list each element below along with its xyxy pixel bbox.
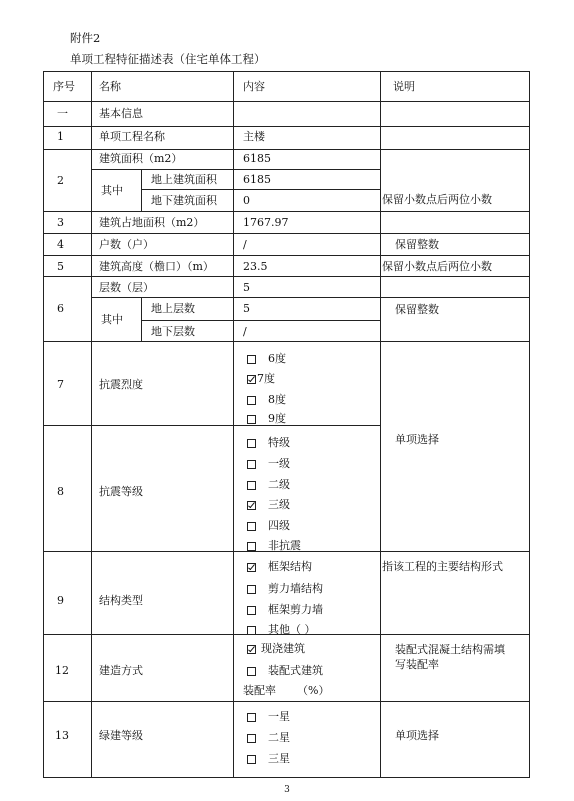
row-4-name: 户数（户） [99, 238, 154, 251]
checkbox-feikangzhen[interactable] [247, 542, 256, 551]
option-label: 装配式建筑 [268, 664, 323, 677]
option-label: 剪力墙结构 [268, 582, 323, 595]
option-label: 框架结构 [268, 560, 312, 573]
row-12-no: 12 [55, 664, 69, 677]
option-label: 二级 [268, 478, 290, 491]
checkbox-8du[interactable] [247, 396, 256, 405]
row-13-no: 13 [55, 729, 69, 742]
row-6-sub1-name: 地上层数 [151, 302, 195, 315]
option-label: 其他（ ） [268, 623, 316, 636]
row-6-sub2-name: 地下层数 [151, 325, 195, 338]
row-4-no: 4 [57, 238, 64, 251]
row-5-name: 建筑高度（檐口）（m） [99, 260, 214, 273]
row-2-sub2-name: 地下建筑面积 [151, 194, 217, 207]
option-label: 特级 [268, 436, 290, 449]
row-12-note-line1: 装配式混凝土结构需填 [395, 643, 505, 656]
checkbox-jianliqiang[interactable] [247, 585, 256, 594]
row-5-no: 5 [57, 260, 64, 273]
checkbox-7du[interactable] [247, 375, 256, 384]
option-label: 8度 [268, 393, 286, 406]
row-6-group: 其中 [101, 313, 123, 326]
option-label: 非抗震 [268, 539, 301, 552]
col-header-name: 名称 [99, 80, 121, 93]
assembly-rate-unit: （%） [297, 684, 330, 697]
row-5-note: 保留小数点后两位小数 [382, 260, 492, 273]
row-6-sub2-value: / [243, 325, 247, 338]
row-12-name: 建造方式 [99, 664, 143, 677]
row-2-sub1-value: 6185 [243, 173, 271, 186]
option-label: 三星 [268, 752, 290, 765]
row-2-no: 2 [57, 174, 64, 187]
row-8-no: 8 [57, 485, 64, 498]
option-label: 一星 [268, 710, 290, 723]
row-6-no: 6 [57, 302, 64, 315]
option-label: 框架剪力墙 [268, 603, 323, 616]
checkbox-sanji[interactable] [247, 501, 256, 510]
row-1-value: 主楼 [243, 130, 265, 143]
checkbox-erji[interactable] [247, 481, 256, 490]
row-9-note: 指该工程的主要结构形式 [382, 560, 503, 573]
checkbox-yiji[interactable] [247, 460, 256, 469]
page-number: 3 [284, 785, 290, 795]
row-2-group: 其中 [101, 184, 123, 197]
option-label: 现浇建筑 [261, 642, 305, 655]
section-number: 一 [57, 107, 68, 120]
row-6-value: 5 [243, 281, 250, 294]
row-5-value: 23.5 [243, 260, 268, 273]
option-label: 9度 [268, 412, 286, 425]
section-title: 基本信息 [99, 107, 143, 120]
col-header-content: 内容 [243, 80, 265, 93]
checkbox-zhuangpeishi[interactable] [247, 667, 256, 676]
row-6-sub1-value: 5 [243, 302, 250, 315]
row-2-value: 6185 [243, 152, 271, 165]
row-3-no: 3 [57, 216, 64, 229]
row-7-no: 7 [57, 378, 64, 391]
option-label: 7度 [257, 372, 275, 385]
row-1-name: 单项工程名称 [99, 130, 165, 143]
row-2-sub1-name: 地上建筑面积 [151, 173, 217, 186]
row-6-name: 层数（层） [99, 281, 154, 294]
row-9-no: 9 [57, 594, 64, 607]
row-3-name: 建筑占地面积（m2） [99, 216, 205, 229]
checkbox-kuangjia-jianliqiang[interactable] [247, 606, 256, 615]
row-1-no: 1 [57, 130, 64, 143]
row-13-note: 单项选择 [395, 729, 439, 742]
option-label: 四级 [268, 519, 290, 532]
row-4-value: / [243, 238, 247, 251]
feature-table [43, 71, 530, 778]
row-13-name: 绿建等级 [99, 729, 143, 742]
checkbox-kuangjia[interactable] [247, 563, 256, 572]
row-12-note-line2: 写装配率 [395, 658, 439, 671]
option-label: 一级 [268, 457, 290, 470]
assembly-rate-label: 装配率 [243, 684, 276, 697]
table-title: 单项工程特征描述表（住宅单体工程） [70, 52, 266, 66]
row-4-note: 保留整数 [395, 238, 439, 251]
option-label: 6度 [268, 352, 286, 365]
row-3-value: 1767.97 [243, 216, 289, 229]
checkbox-yixing[interactable] [247, 713, 256, 722]
checkbox-teji[interactable] [247, 439, 256, 448]
col-header-no: 序号 [53, 80, 75, 93]
row-2-sub2-value: 0 [243, 194, 250, 207]
checkbox-6du[interactable] [247, 355, 256, 364]
attachment-label: 附件2 [70, 31, 101, 45]
row-2-note: 保留小数点后两位小数 [382, 193, 492, 206]
option-label: 二星 [268, 731, 290, 744]
row-6-note: 保留整数 [395, 303, 439, 316]
checkbox-siji[interactable] [247, 522, 256, 531]
checkbox-erxing[interactable] [247, 734, 256, 743]
row-7-name: 抗震烈度 [99, 378, 143, 391]
checkbox-9du[interactable] [247, 415, 256, 424]
col-header-note: 说明 [393, 80, 415, 93]
row-8-name: 抗震等级 [99, 485, 143, 498]
row-2-name: 建筑面积（m2） [99, 152, 183, 165]
row-9-name: 结构类型 [99, 594, 143, 607]
row-8-note: 单项选择 [395, 433, 439, 446]
checkbox-sanxing[interactable] [247, 755, 256, 764]
checkbox-qita[interactable] [247, 626, 256, 635]
checkbox-xianjiao[interactable] [247, 645, 256, 654]
option-label: 三级 [268, 498, 290, 511]
